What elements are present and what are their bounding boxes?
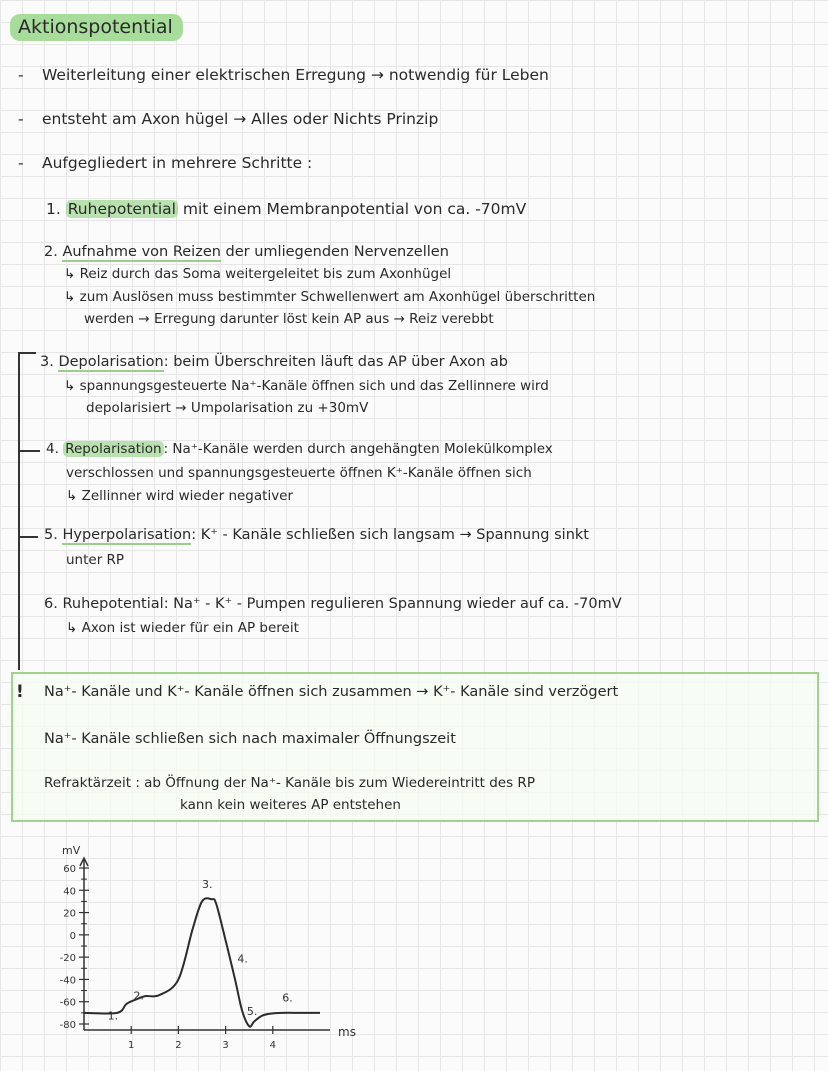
- step-5-term: Hyperpolarisation: [62, 527, 192, 543]
- step-3-term: Depolarisation: [58, 354, 164, 370]
- y-tick-label: 60: [63, 864, 76, 875]
- step-6-num: 6.: [44, 596, 58, 612]
- step-4-sub-2: ↳ Zellinner wird wieder negativer: [66, 488, 294, 504]
- step-1-num: 1.: [46, 200, 61, 218]
- bullet-aufgegliedert: Aufgegliedert in mehrere Schritte :: [42, 154, 313, 172]
- phase-label-3: 3.: [202, 878, 213, 892]
- phase-label-5: 5.: [246, 1005, 258, 1019]
- step-4-num: 4.: [46, 441, 59, 457]
- step-3-sub-1: ↳ spannungsgesteuerte Na⁺-Kanäle öffnen sich und das Zellinnere wird: [64, 378, 549, 394]
- note-line-3: Refraktärzeit : ab Öffnung der Na⁺- Kanäle bis zum Wiedereintritt des RP: [44, 775, 535, 791]
- bullet-weiterleitung: Weiterleitung einer elektrischen Erregung → notwendig für Leben: [42, 66, 549, 84]
- x-axis-label: ms: [338, 1025, 356, 1039]
- bullet-dash: -: [18, 110, 24, 128]
- y-tick-label: -40: [59, 975, 76, 987]
- step-5-text: : K⁺ - Kanäle schließen sich langsam → Spannung sinkt: [191, 527, 589, 543]
- bracket-tick-4: [18, 450, 40, 452]
- step-6-text: : Na⁺ - K⁺ - Pumpen regulieren Spannung wieder auf ca. -70mV: [163, 596, 622, 612]
- step-4-text: : Na⁺-Kanäle werden durch angehängten Molekülkomplex: [163, 441, 553, 457]
- y-tick-label: -60: [59, 997, 76, 1009]
- note-line-2: Na⁺- Kanäle schließen sich nach maximaler Öffnungszeit: [44, 731, 456, 747]
- bullet-dash: -: [18, 66, 24, 84]
- step-3-sub-2: depolarisiert → Umpolarisation zu +30mV: [86, 400, 369, 416]
- bullet-dash: -: [18, 154, 24, 172]
- x-tick-label: 2: [175, 1040, 182, 1051]
- note-line-1: Na⁺- Kanäle und K⁺- Kanäle öffnen sich zusammen → K⁺- Kanäle sind verzögert: [44, 684, 619, 700]
- step-2: [44, 244, 449, 260]
- step-1-text: mit einem Membranpotential von ca. -70mV: [177, 200, 527, 218]
- y-tick-label: 0: [69, 930, 76, 942]
- step-2-sub-3: werden → Erregung darunter löst kein AP aus → Reiz verebbt: [84, 311, 494, 327]
- step-3-num: 3.: [40, 354, 54, 370]
- exclamation-icon: !: [16, 682, 24, 702]
- bracket-tick-3: [18, 352, 36, 354]
- page-title: [10, 16, 183, 38]
- bracket-vertical: [18, 352, 20, 670]
- y-tick-label: 20: [63, 908, 76, 920]
- step-5: [44, 527, 589, 543]
- step-5-num: 5.: [44, 527, 58, 543]
- x-tick-label: 4: [269, 1040, 276, 1051]
- step-3-text: : beim Überschreiten läuft das AP über Axon ab: [163, 354, 509, 370]
- phase-label-1: 1.: [107, 1009, 119, 1023]
- y-axis-label: mV: [62, 844, 81, 857]
- step-6: [44, 596, 622, 612]
- step-1-term: Ruhepotential: [67, 200, 176, 218]
- phase-label-2: 2.: [133, 989, 145, 1003]
- step-4: [46, 441, 553, 457]
- step-4-sub-1: verschlossen und spannungsgesteuerte öffnen K⁺-Kanäle öffnen sich: [66, 465, 532, 481]
- y-tick-label: -20: [59, 953, 76, 965]
- action-potential-chart: [0, 830, 400, 1060]
- note-line-4: kann kein weiteres AP entstehen: [180, 797, 401, 813]
- step-6-term: Ruhepotential: [62, 596, 164, 612]
- step-2-sub-2: ↳ zum Auslösen muss bestimmter Schwellenwert am Axonhügel überschritten: [64, 289, 596, 305]
- step-2-text: der umliegenden Nervenzellen: [220, 244, 449, 260]
- step-2-num: 2.: [44, 244, 58, 260]
- y-tick-label: -80: [59, 1020, 76, 1031]
- x-tick-label: 3: [222, 1040, 229, 1051]
- x-tick-label: 1: [128, 1040, 135, 1051]
- title-highlight: Aktionspotential: [10, 14, 183, 41]
- phase-label-4: 4.: [237, 952, 248, 966]
- step-5-sub-1: unter RP: [66, 552, 125, 568]
- step-3: [40, 354, 508, 370]
- step-2-term: Aufnahme von Reizen: [62, 244, 221, 260]
- bullet-entsteht: entsteht am Axon hügel → Alles oder Nichts Prinzip: [42, 110, 439, 128]
- step-1: [46, 200, 526, 218]
- y-tick-label: 40: [63, 886, 76, 898]
- phase-label-6: 6.: [282, 991, 293, 1005]
- step-4-term: Repolarisation: [65, 441, 162, 457]
- step-6-sub-1: ↳ Axon ist wieder für ein AP bereit: [66, 620, 299, 636]
- bracket-tick-5: [18, 536, 38, 538]
- step-2-sub-1: ↳ Reiz durch das Soma weitergeleitet bis zum Axonhügel: [64, 266, 452, 282]
- action-potential-curve: [84, 898, 320, 1026]
